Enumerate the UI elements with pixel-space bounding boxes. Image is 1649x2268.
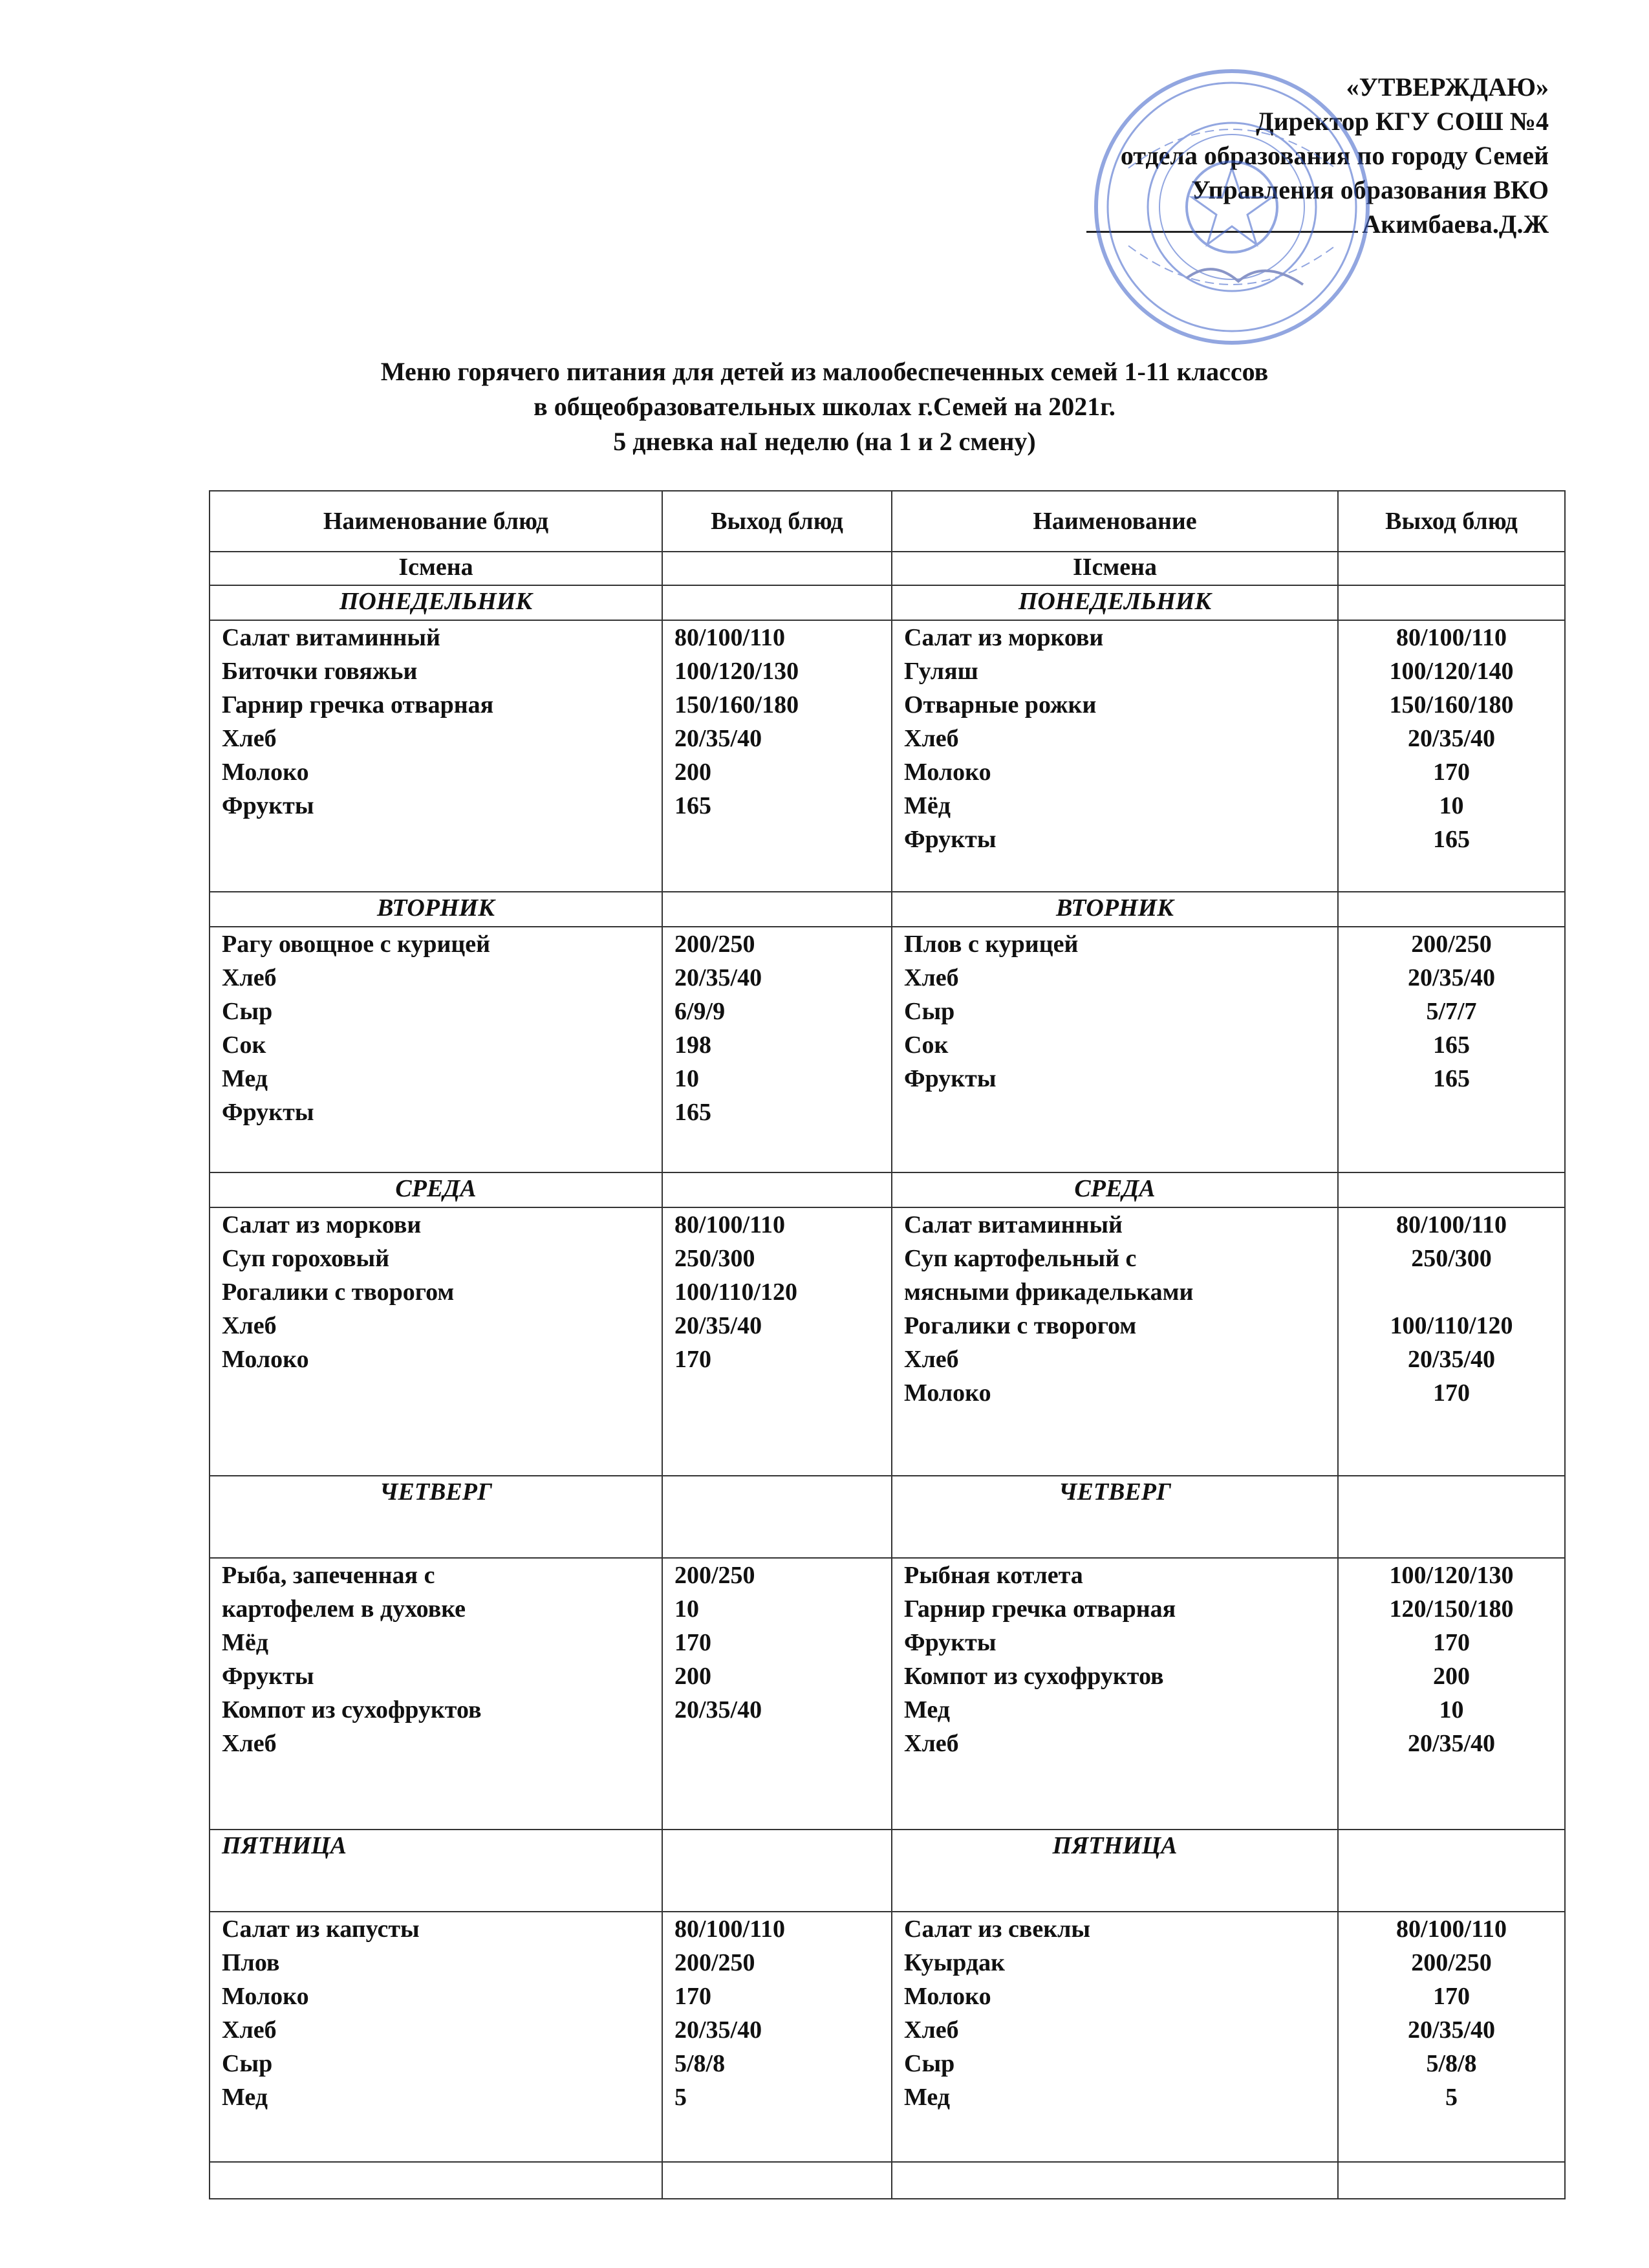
table-row (210, 1558, 1565, 1830)
dish-name: Рыба, запеченная с (222, 1562, 435, 1589)
dish-name: Фрукты (904, 826, 997, 853)
approval-signer: Акимбаева.Д.Ж (1362, 210, 1549, 239)
dish-yield: 170 (1433, 1629, 1470, 1656)
dish-name: Фрукты (904, 1065, 997, 1092)
dish-name: Мед (222, 2084, 268, 2111)
dish-yield: 165 (1433, 826, 1470, 853)
dish-name: Хлеб (222, 725, 277, 752)
dish-list (210, 927, 662, 1172)
empty-cell (1338, 552, 1565, 585)
dish-yield: 5/8/8 (674, 2050, 726, 2077)
dish-yield: 200/250 (1411, 1949, 1492, 1976)
table-header-row (210, 491, 1565, 552)
day-name-s1: ВТОРНИК (210, 892, 662, 927)
empty-cell (1338, 2162, 1565, 2199)
dish-name: Хлеб (222, 2016, 277, 2044)
dish-yield: 150/160/180 (674, 691, 799, 718)
dish-yield: 170 (674, 1629, 711, 1656)
dish-yield: 20/35/40 (674, 1696, 762, 1723)
dish-yield: 20/35/40 (674, 1312, 762, 1339)
dish-yield: 120/150/180 (1389, 1595, 1514, 1623)
dish-name: Молоко (222, 1983, 309, 2010)
yield-list (662, 927, 892, 1172)
dish-name: Мед (904, 2084, 950, 2111)
dish-name: Хлеб (904, 1730, 959, 1757)
dish-name: Отварные рожки (904, 691, 1097, 718)
empty-cell (662, 585, 892, 620)
dish-yield: 5 (1445, 2084, 1458, 2111)
approval-administration: Управления образования ВКО (1191, 175, 1549, 204)
dish-yield: 170 (1433, 759, 1470, 786)
empty-cell (662, 1476, 892, 1558)
dish-yield: 20/35/40 (1407, 1346, 1496, 1373)
dish-yield: 80/100/110 (1396, 624, 1507, 651)
dish-yield: 100/110/120 (1390, 1312, 1513, 1339)
empty-row (210, 2162, 1565, 2199)
dish-yield: 5 (674, 2084, 687, 2111)
dish-yield: 200 (674, 1663, 711, 1690)
empty-cell (662, 2162, 892, 2199)
day-name-s2: ПОНЕДЕЛЬНИК (892, 585, 1338, 620)
dish-name: Салат из моркови (904, 624, 1104, 651)
dish-yield: 250/300 (674, 1245, 755, 1272)
dish-name: Плов (222, 1949, 280, 1976)
dish-yield: 200 (1433, 1663, 1470, 1690)
dish-name: Салат из моркови (222, 1211, 422, 1238)
table-row (210, 927, 1565, 1172)
dish-yield: 6/9/9 (674, 998, 726, 1025)
dish-list (210, 1558, 662, 1830)
dish-yield: 20/35/40 (1407, 964, 1496, 991)
dish-yield: 80/100/110 (1396, 1916, 1507, 1943)
dish-yield: 80/100/110 (1396, 1211, 1507, 1238)
header-yield-1: Выход блюд (662, 491, 892, 552)
yield-list (1338, 1558, 1565, 1830)
dish-list (892, 1558, 1338, 1830)
dish-yield: 20/35/40 (1407, 1730, 1496, 1757)
header-yield-2: Выход блюд (1338, 491, 1565, 552)
dish-name: Салат из свеклы (904, 1916, 1091, 1943)
menu-table (209, 490, 1566, 2199)
shift-1-label: Iсмена (210, 552, 662, 585)
dish-name: Мед (904, 1696, 950, 1723)
dish-list (892, 1912, 1338, 2162)
dish-name: Биточки говяжьи (222, 658, 418, 685)
official-stamp-seal (1090, 65, 1374, 349)
day-name-s2: ЧЕТВЕРГ (892, 1476, 1338, 1558)
dish-name: Фрукты (904, 1629, 997, 1656)
dish-name: мясными фрикадельками (904, 1279, 1194, 1306)
dish-yield: 100/110/120 (674, 1279, 798, 1306)
dish-name: картофелем в духовке (222, 1595, 466, 1623)
empty-cell (1338, 1172, 1565, 1207)
dish-yield: 250/300 (1411, 1245, 1492, 1272)
title-line-3: 5 дневка наI неделю (на 1 и 2 смену) (613, 427, 1036, 456)
dish-yield: 10 (1439, 792, 1464, 819)
yield-list (662, 1207, 892, 1476)
dish-yield: 20/35/40 (674, 2016, 762, 2044)
dish-yield: 5/7/7 (1426, 998, 1477, 1025)
dish-name: Фрукты (222, 792, 314, 819)
dish-yield: 150/160/180 (1389, 691, 1514, 718)
approval-department: отдела образования по городу Семей (1120, 141, 1549, 170)
document-title (0, 354, 1649, 459)
yield-list (1338, 1912, 1565, 2162)
day-row-friday (210, 1830, 1565, 1912)
dish-yield: 170 (674, 1983, 711, 2010)
empty-cell (662, 1172, 892, 1207)
day-row-thursday (210, 1476, 1565, 1558)
dish-yield: 10 (1439, 1696, 1464, 1723)
dish-name: Салат витаминный (904, 1211, 1123, 1238)
dish-yield: 198 (674, 1031, 711, 1059)
dish-yield: 165 (1433, 1031, 1470, 1059)
approval-heading: «УТВЕРЖДАЮ» (1346, 72, 1549, 102)
yield-list (662, 1912, 892, 2162)
dish-name: Хлеб (222, 1312, 277, 1339)
dish-name: Сок (904, 1031, 949, 1059)
dish-name: Хлеб (222, 964, 277, 991)
dish-yield: 165 (674, 792, 711, 819)
dish-name: Компот из сухофруктов (904, 1663, 1164, 1690)
empty-cell (1338, 585, 1565, 620)
dish-name: Сыр (904, 2050, 955, 2077)
dish-name: Молоко (904, 1379, 991, 1407)
dish-name: Гарнир гречка отварная (222, 691, 494, 718)
dish-list (210, 1207, 662, 1476)
dish-yield: 200 (674, 759, 711, 786)
dish-name: Салат из капусты (222, 1916, 420, 1943)
day-name-s1: ЧЕТВЕРГ (210, 1476, 662, 1558)
shift-row (210, 552, 1565, 585)
day-name-s1: ПЯТНИЦА (210, 1830, 662, 1912)
dish-name: Мед (222, 1065, 268, 1092)
dish-yield: 170 (1433, 1379, 1470, 1407)
dish-name: Фрукты (222, 1663, 314, 1690)
yield-list (662, 620, 892, 892)
empty-cell (1338, 1830, 1565, 1912)
dish-name: Хлеб (904, 2016, 959, 2044)
dish-name: Компот из сухофруктов (222, 1696, 482, 1723)
title-line-1: Меню горячего питания для детей из малообеспеченных семей 1-11 классов (380, 357, 1269, 386)
empty-cell (1338, 892, 1565, 927)
yield-list (662, 1558, 892, 1830)
header-dish-name-1: Наименование блюд (210, 491, 662, 552)
dish-name: Сыр (222, 2050, 273, 2077)
table-row (210, 1207, 1565, 1476)
day-row-tuesday (210, 892, 1565, 927)
dish-yield: 100/120/130 (1389, 1562, 1514, 1589)
dish-name: Молоко (904, 1983, 991, 2010)
dish-yield: 10 (674, 1065, 699, 1092)
dish-name: Сок (222, 1031, 266, 1059)
dish-name: Молоко (222, 1346, 309, 1373)
dish-name: Суп гороховый (222, 1245, 390, 1272)
dish-name: Гуляш (904, 658, 978, 685)
dish-yield: 100/120/140 (1389, 658, 1514, 685)
day-name-s2: ПЯТНИЦА (892, 1830, 1338, 1912)
empty-cell (210, 2162, 662, 2199)
spacer (1350, 1275, 1553, 1309)
yield-list (1338, 620, 1565, 892)
dish-name: Куырдак (904, 1949, 1006, 1976)
dish-yield: 170 (1433, 1983, 1470, 2010)
title-line-2: в общеобразовательных школах г.Семей на 2021г. (534, 392, 1116, 421)
dish-name: Молоко (222, 759, 309, 786)
shift-2-label: IIсмена (892, 552, 1338, 585)
dish-name: Гарнир гречка отварная (904, 1595, 1176, 1623)
empty-cell (662, 552, 892, 585)
table-row (210, 1912, 1565, 2162)
dish-name: Хлеб (904, 964, 959, 991)
day-row-monday (210, 585, 1565, 620)
dish-yield: 20/35/40 (1407, 725, 1496, 752)
yield-list (1338, 1207, 1565, 1476)
dish-name: Мёд (904, 792, 951, 819)
dish-name: Хлеб (222, 1730, 277, 1757)
empty-cell (662, 1830, 892, 1912)
yield-list (1338, 927, 1565, 1172)
dish-name: Мёд (222, 1629, 268, 1656)
dish-yield: 20/35/40 (1407, 2016, 1496, 2044)
dish-yield: 165 (1433, 1065, 1470, 1092)
dish-list (210, 620, 662, 892)
dish-name: Рогалики с творогом (222, 1279, 455, 1306)
day-name-s1: ПОНЕДЕЛЬНИК (210, 585, 662, 620)
dish-yield: 100/120/130 (674, 658, 799, 685)
dish-name: Сыр (222, 998, 273, 1025)
day-row-wednesday (210, 1172, 1565, 1207)
empty-cell (662, 892, 892, 927)
day-name-s1: СРЕДА (210, 1172, 662, 1207)
dish-yield: 80/100/110 (674, 1211, 786, 1238)
dish-yield: 200/250 (674, 1949, 755, 1976)
day-name-s2: СРЕДА (892, 1172, 1338, 1207)
approval-director: Директор КГУ СОШ №4 (1256, 107, 1549, 136)
dish-name: Рыбная котлета (904, 1562, 1083, 1589)
dish-name: Рогалики с творогом (904, 1312, 1137, 1339)
dish-yield: 80/100/110 (674, 624, 786, 651)
dish-yield: 165 (674, 1099, 711, 1126)
day-name-s2: ВТОРНИК (892, 892, 1338, 927)
dish-yield: 200/250 (674, 931, 755, 958)
dish-name: Рагу овощное с курицей (222, 931, 491, 958)
dish-list (892, 1207, 1338, 1476)
dish-list (892, 927, 1338, 1172)
empty-cell (892, 2162, 1338, 2199)
empty-cell (1338, 1476, 1565, 1558)
table-row (210, 620, 1565, 892)
dish-yield: 20/35/40 (674, 725, 762, 752)
dish-yield: 200/250 (674, 1562, 755, 1589)
dish-name: Молоко (904, 759, 991, 786)
dish-yield: 200/250 (1411, 931, 1492, 958)
dish-yield: 10 (674, 1595, 699, 1623)
dish-name: Суп картофельный с (904, 1245, 1137, 1272)
dish-name: Хлеб (904, 1346, 959, 1373)
header-dish-name-2: Наименование (892, 491, 1338, 552)
dish-list (892, 620, 1338, 892)
dish-name: Хлеб (904, 725, 959, 752)
dish-name: Плов с курицей (904, 931, 1079, 958)
dish-name: Салат витаминный (222, 624, 440, 651)
dish-yield: 5/8/8 (1426, 2050, 1477, 2077)
dish-yield: 20/35/40 (674, 964, 762, 991)
dish-yield: 170 (674, 1346, 711, 1373)
dish-yield: 80/100/110 (674, 1916, 786, 1943)
dish-name: Сыр (904, 998, 955, 1025)
dish-name: Фрукты (222, 1099, 314, 1126)
dish-list (210, 1912, 662, 2162)
